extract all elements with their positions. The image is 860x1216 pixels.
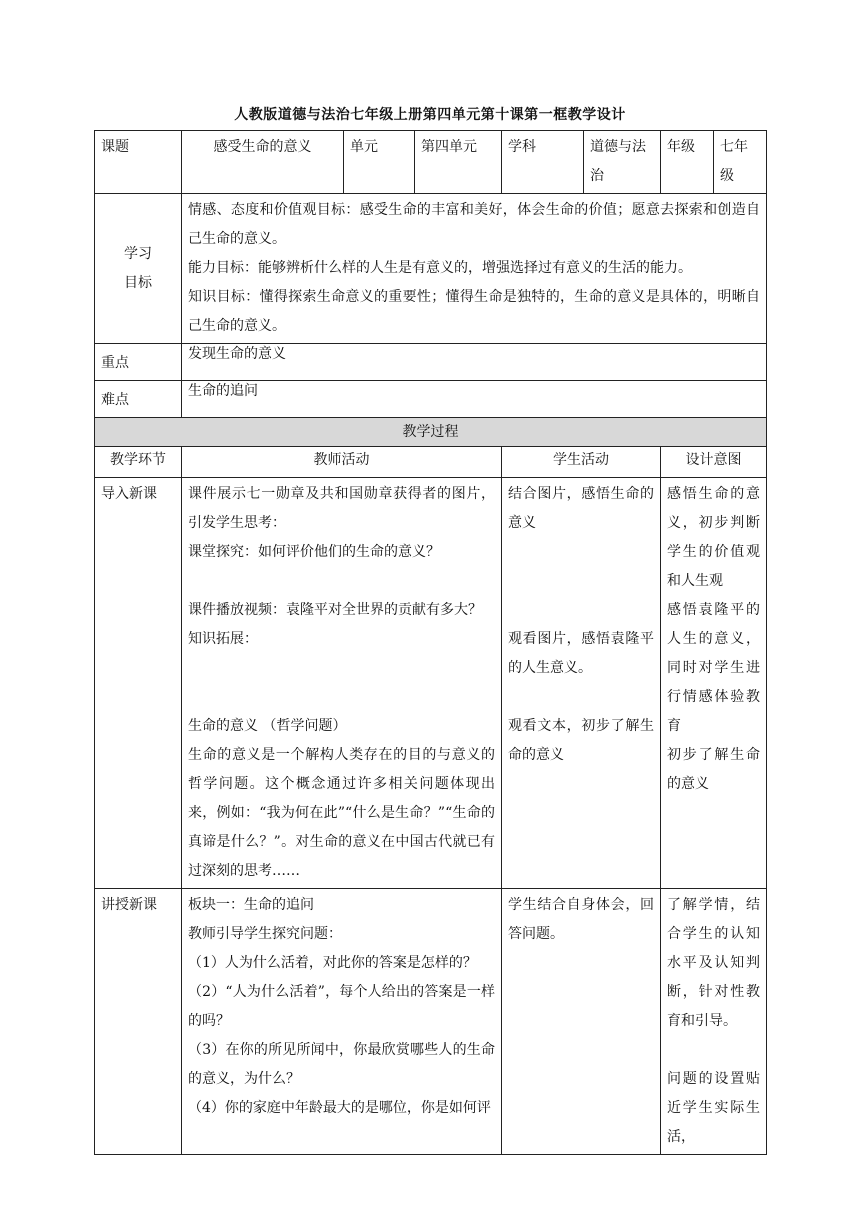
difficult-point-row [95, 381, 767, 418]
page-title: 人教版道德与法治七年级上册第四单元第十课第一框教学设计 [234, 107, 626, 123]
subject-value: 道德与法治 [584, 131, 661, 194]
table-row [95, 889, 767, 1155]
unit-label: 单元 [344, 131, 415, 194]
grade-label: 年级 [661, 131, 714, 194]
student-activity-cell: 学生结合自身体会，回答问题。 [502, 889, 661, 1155]
teacher-activity-cell: 课件展示七一勋章及共和国勋章获得者的图片，引发学生思考： 课堂探究：如何评价他们的生命的意义？ 课件播放视频：袁隆平对全世界的贡献有多大？ 知识拓展： 生命的意义 （哲学问题） 生命的意义是一个解构人类存在的目的与意义的哲学问题。这个概念通过许多相关问题体现出来，例如：“我为何在此”“什么是生命？”“生命的真谛是什么？”。对生命的意义在中国古代就已有过深刻的思考…… [182, 478, 502, 889]
column-teacher: 教师活动 [182, 447, 502, 478]
process-heading-row [95, 418, 767, 447]
stage-cell: 导入新课 [95, 478, 182, 889]
subject-label: 学科 [502, 131, 584, 194]
goals-label: 学习 目标 [95, 194, 182, 344]
student-activity-cell: 结合图片，感悟生命的意义 观看图片，感悟袁隆平的人生意义。 观看文本，初步了解生命的意义 [502, 478, 661, 889]
process-heading: 教学过程 [95, 418, 767, 447]
header-row [95, 131, 767, 194]
difficult-point-label: 难点 [95, 381, 182, 418]
column-student: 学生活动 [502, 447, 661, 478]
grade-value: 七年级 [714, 131, 767, 194]
design-intent-cell: 感悟生命的意义，初步判断学生的价值观和人生观 感悟袁隆平的人生的意义，同时对学生进行情感体验教育 初步了解生命的意义 [661, 478, 767, 889]
table-row [95, 478, 767, 889]
stage-cell: 讲授新课 [95, 889, 182, 1155]
unit-value: 第四单元 [415, 131, 502, 194]
lesson-plan-table [94, 130, 767, 1155]
key-point-row [95, 344, 767, 381]
topic-label: 课题 [95, 131, 182, 194]
column-stage: 教学环节 [95, 447, 182, 478]
key-point-label: 重点 [95, 344, 182, 381]
key-point-text: 发现生命的意义 [182, 344, 767, 381]
goals-row [95, 194, 767, 344]
topic-value: 感受生命的意义 [182, 131, 344, 194]
teacher-activity-cell: 板块一：生命的追问 教师引导学生探究问题： （1）人为什么活着，对此你的答案是怎样的？ （2）“人为什么活着”，每个人给出的答案是一样的吗？ （3）在你的所见所闻中，你最欣赏哪些人的生命的意义，为什么？ （4）你的家庭中年龄最大的是哪位，你是如何评 [182, 889, 502, 1155]
column-intent: 设计意图 [661, 447, 767, 478]
process-columns-row [95, 447, 767, 478]
goals-text: 情感、态度和价值观目标：感受生命的丰富和美好，体会生命的价值；愿意去探索和创造自己生命的意义。 能力目标：能够辨析什么样的人生是有意义的，增强选择过有意义的生活的能力。 知识目标：懂得探索生命意义的重要性；懂得生命是独特的，生命的意义是具体的，明晰自己生命的意义。 [182, 194, 767, 344]
difficult-point-text: 生命的追问 [182, 381, 767, 418]
design-intent-cell: 了解学情，结合学生的认知水平及认知判断，针对性教育和引导。 问题的设置贴近学生实际生活， [661, 889, 767, 1155]
